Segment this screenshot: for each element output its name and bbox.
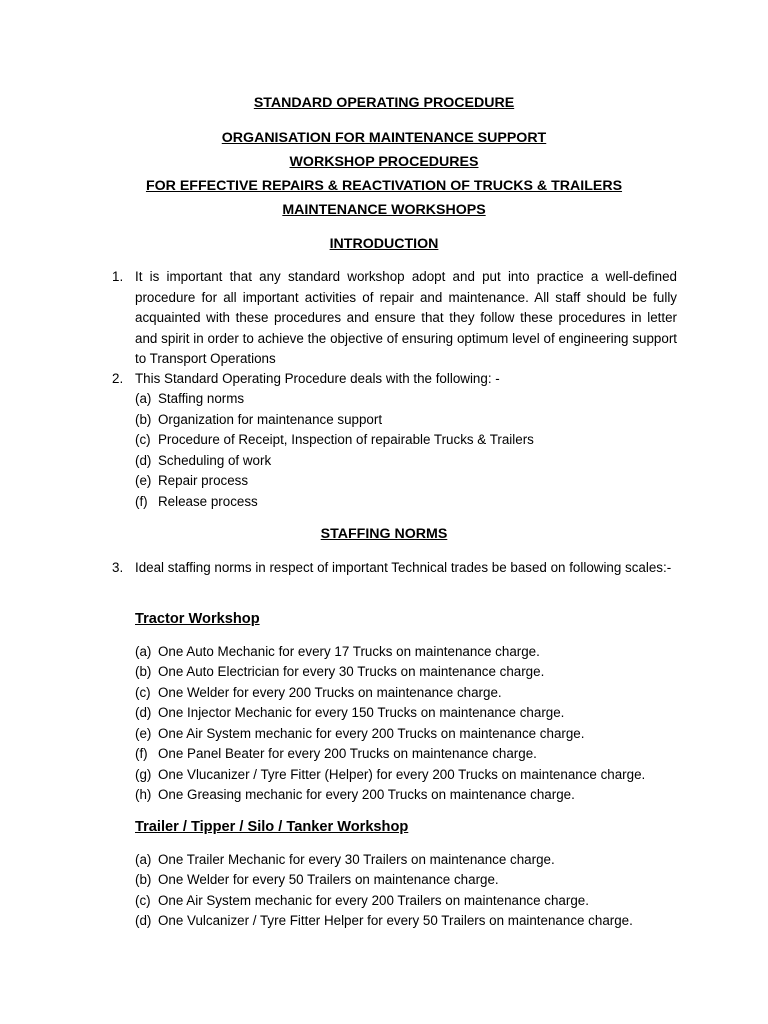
trailer-workshop-heading: Trailer / Tipper / Silo / Tanker Workshop — [135, 819, 409, 835]
list-letter: (c) — [135, 893, 151, 908]
list-letter: (b) — [135, 664, 152, 679]
list-item-text: One Panel Beater for every 200 Trucks on maintenance charge. — [158, 746, 537, 761]
document-title: STANDARD OPERATING PROCEDURE — [253, 95, 515, 111]
list-item — [135, 913, 633, 928]
list-item — [135, 432, 534, 447]
list-item-text: One Auto Electrician for every 30 Trucks on maintenance charge. — [158, 664, 545, 679]
list-item — [135, 412, 382, 427]
paragraph-2-text: This Standard Operating Procedure deals with the following: - — [135, 371, 500, 386]
list-letter: (f) — [135, 746, 148, 761]
list-item-text: Organization for maintenance support — [158, 412, 383, 427]
list-item — [135, 644, 540, 659]
paragraph-number: 2. — [112, 371, 124, 386]
list-item — [135, 685, 502, 700]
list-letter: (a) — [135, 391, 152, 406]
list-item — [135, 746, 537, 761]
list-item-text: Staffing norms — [158, 391, 245, 406]
list-item — [135, 664, 544, 679]
list-item-text: One Greasing mechanic for every 200 Trucks on maintenance charge. — [158, 787, 575, 802]
list-item — [135, 726, 584, 741]
list-letter: (f) — [135, 494, 148, 509]
list-letter: (d) — [135, 453, 152, 468]
subtitle-maintenance-workshops: MAINTENANCE WORKSHOPS — [282, 202, 486, 218]
subtitle-effective-repairs: FOR EFFECTIVE REPAIRS & REACTIVATION OF TRUCKS & TRAILERS — [145, 178, 623, 194]
paragraph-3-text: Ideal staffing norms in respect of important Technical trades be based on following scales:- — [135, 560, 672, 575]
list-item — [135, 494, 258, 509]
list-letter: (c) — [135, 685, 151, 700]
list-item-text: One Trailer Mechanic for every 30 Trailers on maintenance charge. — [158, 852, 555, 867]
list-letter: (c) — [135, 432, 151, 447]
list-item-text: One Air System mechanic for every 200 Trailers on maintenance charge. — [158, 893, 589, 908]
list-letter: (g) — [135, 767, 152, 782]
subtitle-organisation: ORGANISATION FOR MAINTENANCE SUPPORT — [221, 130, 547, 146]
list-item-text: Scheduling of work — [158, 453, 272, 468]
introduction-heading: INTRODUCTION — [329, 236, 439, 252]
paragraph-number: 1. — [112, 269, 124, 284]
list-letter: (b) — [135, 412, 152, 427]
list-letter: (d) — [135, 705, 152, 720]
list-letter: (e) — [135, 473, 152, 488]
paragraph-number: 3. — [112, 560, 124, 575]
list-item-text: One Welder for every 50 Trailers on maintenance charge. — [158, 872, 499, 887]
list-item-text: One Injector Mechanic for every 150 Trucks on maintenance charge. — [158, 705, 565, 720]
list-letter: (a) — [135, 852, 152, 867]
list-item — [135, 852, 555, 867]
list-item — [135, 893, 589, 908]
list-letter: (d) — [135, 913, 152, 928]
staffing-norms-heading: STAFFING NORMS — [320, 526, 448, 542]
list-item-text: Repair process — [158, 473, 249, 488]
list-letter: (e) — [135, 726, 152, 741]
list-item-text: One Auto Mechanic for every 17 Trucks on maintenance charge. — [158, 644, 540, 659]
list-item — [135, 787, 575, 802]
list-item — [135, 473, 248, 488]
list-item — [135, 453, 271, 468]
list-letter: (a) — [135, 644, 152, 659]
list-item-text: One Vulcanizer / Tyre Fitter Helper for every 50 Trailers on maintenance charge. — [158, 913, 633, 928]
list-item — [135, 872, 499, 887]
tractor-workshop-heading: Tractor Workshop — [135, 611, 260, 627]
list-item — [135, 705, 564, 720]
list-item-text: One Air System mechanic for every 200 Trucks on maintenance charge. — [158, 726, 585, 741]
list-item — [135, 767, 645, 782]
list-item-text: One Welder for every 200 Trucks on maintenance charge. — [158, 685, 502, 700]
list-item — [135, 391, 244, 406]
list-item-text: One Vlucanizer / Tyre Fitter (Helper) for every 200 Trucks on maintenance charge. — [158, 767, 646, 782]
list-item-text: Release process — [158, 494, 258, 509]
list-letter: (b) — [135, 872, 152, 887]
paragraph-1-text: It is important that any standard workshop adopt and put into practice a well-defined procedure for all important activities of repair and maintenance. All staff should be fully acquainted with these procedures and ensure that they follow these procedures in letter and spirit in order to achieve the objective of ensuring optimum level of engineering support to Transport Operations — [135, 269, 677, 367]
list-item-text: Procedure of Receipt, Inspection of repairable Trucks & Trailers — [158, 432, 534, 447]
subtitle-workshop-procedures: WORKSHOP PROCEDURES — [289, 154, 479, 170]
list-letter: (h) — [135, 787, 152, 802]
